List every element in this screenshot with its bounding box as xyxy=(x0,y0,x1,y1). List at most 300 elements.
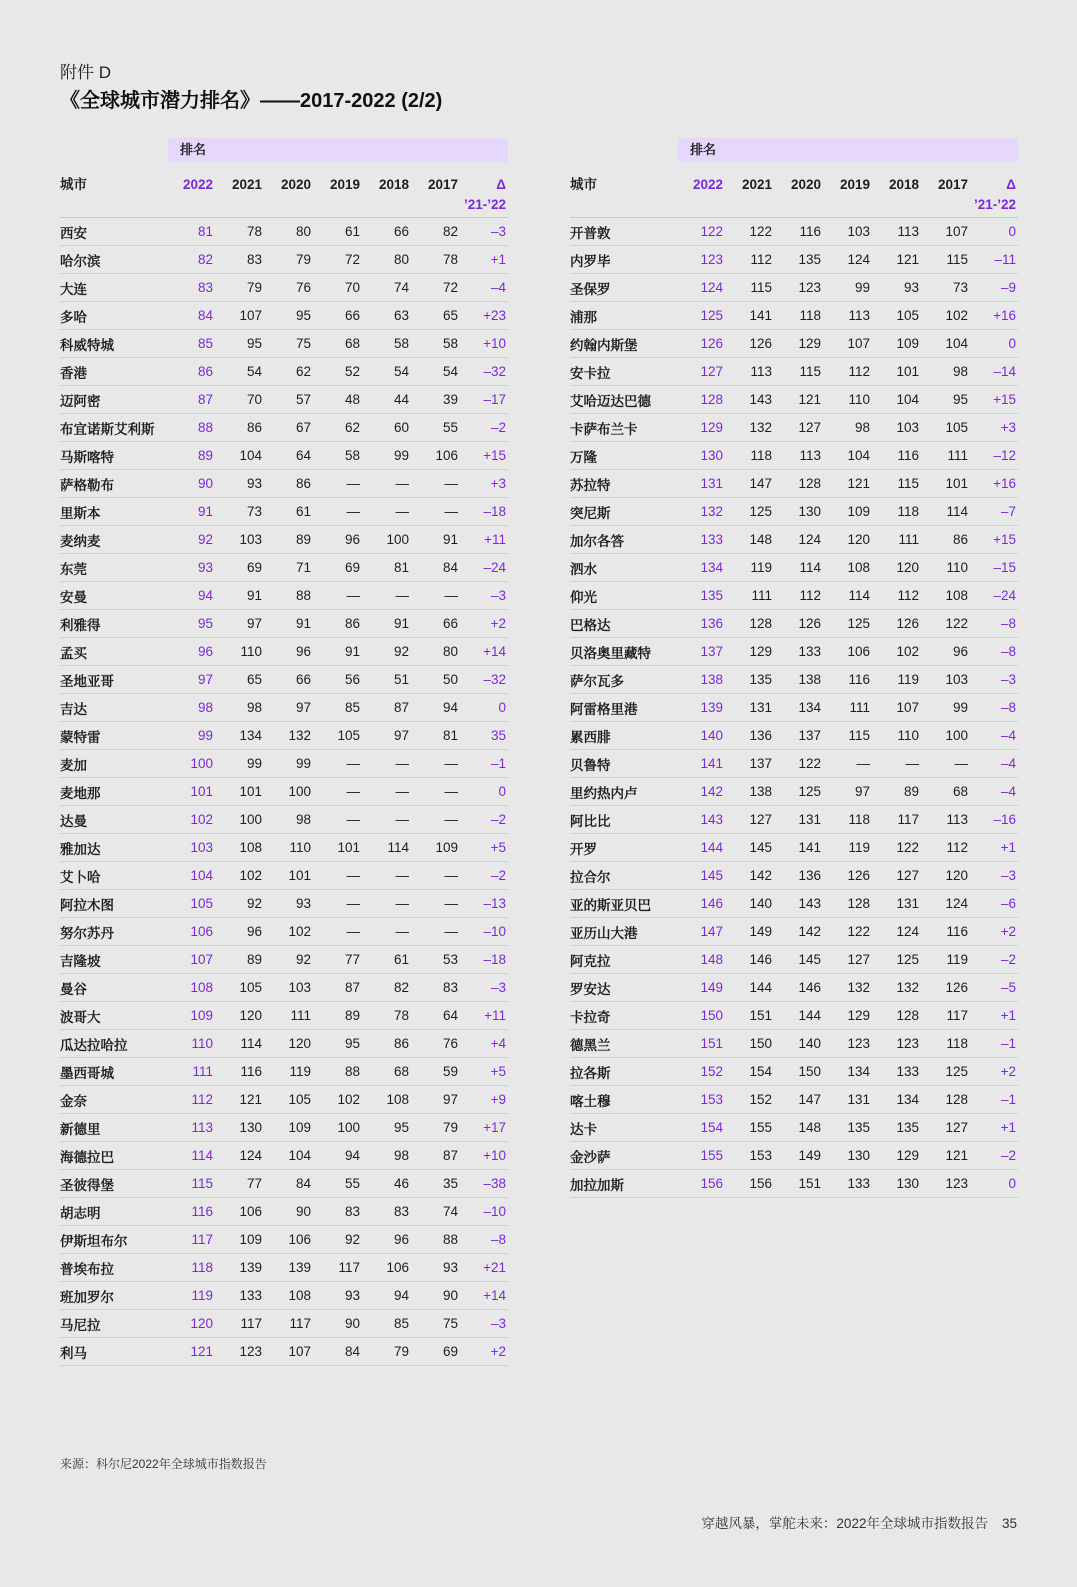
rank-2019-cell: 104 xyxy=(847,448,870,463)
rank-2017-cell: 82 xyxy=(442,224,458,239)
city-cell: 开罗 xyxy=(570,841,597,857)
rank-2018-cell: — xyxy=(395,588,409,603)
rank-2022-cell: 102 xyxy=(190,812,213,827)
delta-cell: –2 xyxy=(1000,952,1016,967)
city-cell: 浦那 xyxy=(570,309,597,325)
rank-2018-cell: 93 xyxy=(903,280,919,295)
city-cell: 雅加达 xyxy=(60,841,101,857)
city-cell: 麦地那 xyxy=(60,785,101,801)
delta-cell: –10 xyxy=(483,924,506,939)
city-cell: 卡拉奇 xyxy=(570,1009,611,1025)
page-footer xyxy=(687,1512,1017,1532)
city-cell: 吉隆坡 xyxy=(60,953,101,969)
rank-2022-cell: 149 xyxy=(700,980,723,995)
rank-2022-cell: 109 xyxy=(190,1008,213,1023)
table-row xyxy=(60,1198,508,1226)
city-cell: 贝洛奥里藏特 xyxy=(570,645,651,661)
rank-2021-cell: 153 xyxy=(749,1148,772,1163)
rank-2021-cell: 114 xyxy=(240,1036,262,1051)
rank-2019-cell: 124 xyxy=(847,252,870,267)
city-cell: 努尔苏丹 xyxy=(60,925,114,941)
city-cell: 新德里 xyxy=(60,1121,101,1137)
table-row xyxy=(60,246,508,274)
rank-2022-cell: 141 xyxy=(700,756,723,771)
rank-2021-cell: 100 xyxy=(239,812,262,827)
rank-2021-cell: 149 xyxy=(749,924,772,939)
rank-2020-cell: 146 xyxy=(798,980,821,995)
delta-cell: +15 xyxy=(993,392,1016,407)
rank-2017-cell: 117 xyxy=(946,1008,968,1023)
delta-cell: +11 xyxy=(484,532,506,547)
rank-2019-cell: — xyxy=(856,756,870,771)
rank-2020-cell: 145 xyxy=(798,952,821,967)
rank-2017-cell: — xyxy=(444,868,458,883)
rank-2020-cell: 125 xyxy=(798,784,821,799)
rank-2020-cell: 90 xyxy=(295,1204,311,1219)
table-row xyxy=(60,1142,508,1170)
rank-2020-cell: 110 xyxy=(289,840,311,855)
rank-2022-cell: 130 xyxy=(700,448,723,463)
rank-2017-cell: 100 xyxy=(945,728,968,743)
rank-2019-cell: 99 xyxy=(854,280,870,295)
rank-2017-cell: 118 xyxy=(946,1036,968,1051)
rank-2020-cell: 97 xyxy=(295,700,311,715)
rank-2017-cell: 86 xyxy=(952,532,968,547)
rank-2020-cell: 96 xyxy=(295,644,311,659)
rank-2020-cell: 140 xyxy=(798,1036,821,1051)
city-cell: 波哥大 xyxy=(60,1009,101,1025)
rank-2021-cell: 145 xyxy=(749,840,772,855)
delta-cell: –8 xyxy=(490,1232,506,1247)
rank-2018-cell: 122 xyxy=(896,840,919,855)
rank-2019-cell: 68 xyxy=(344,336,360,351)
rank-2018-cell: 104 xyxy=(896,392,919,407)
table-row xyxy=(60,414,508,442)
rank-2021-cell: 155 xyxy=(749,1120,772,1135)
rank-2017-cell: 79 xyxy=(442,1120,458,1135)
rank-2021-cell: 130 xyxy=(239,1120,262,1135)
rank-2019-cell: — xyxy=(346,784,360,799)
rank-2017-cell: 75 xyxy=(442,1316,458,1331)
rank-2021-cell: 136 xyxy=(749,728,772,743)
delta-cell: –16 xyxy=(993,812,1016,827)
rank-2017-cell: 50 xyxy=(442,672,458,687)
delta-cell: 0 xyxy=(1008,336,1016,351)
rank-2018-cell: 135 xyxy=(896,1120,919,1135)
rank-2019-cell: 112 xyxy=(848,364,870,379)
rank-2021-cell: 69 xyxy=(246,560,262,575)
rank-2021-cell: 73 xyxy=(246,504,262,519)
table-row xyxy=(570,554,1018,582)
rank-2018-cell: 66 xyxy=(393,224,409,239)
rank-2018-cell: 130 xyxy=(896,1176,919,1191)
rank-2022-cell: 88 xyxy=(197,420,213,435)
table-row xyxy=(60,1254,508,1282)
rank-2020-cell: 143 xyxy=(798,896,821,911)
rank-2019-cell: 131 xyxy=(847,1092,870,1107)
rank-2021-cell: 148 xyxy=(749,532,772,547)
delta-cell: –3 xyxy=(490,1316,506,1331)
delta-cell: +10 xyxy=(483,336,506,351)
delta-cell: –1 xyxy=(1000,1036,1016,1051)
table-row xyxy=(570,218,1018,246)
rank-2020-cell: 103 xyxy=(288,980,311,995)
delta-cell: –5 xyxy=(1000,980,1016,995)
rank-2019-cell: 56 xyxy=(344,672,360,687)
rank-2019-cell: 86 xyxy=(344,616,360,631)
rank-2018-cell: 126 xyxy=(896,616,919,631)
table-row xyxy=(60,610,508,638)
page-number: 35 xyxy=(1001,1516,1017,1531)
city-cell: 安卡拉 xyxy=(570,365,611,381)
rank-2022-cell: 127 xyxy=(700,364,723,379)
delta-cell: –17 xyxy=(483,392,506,407)
rank-2017-cell: 98 xyxy=(952,364,968,379)
rank-2022-cell: 98 xyxy=(197,700,213,715)
delta-cell: 0 xyxy=(1008,1176,1016,1191)
table-row xyxy=(60,722,508,750)
rank-2018-cell: 125 xyxy=(896,952,919,967)
rank-2017-cell: 39 xyxy=(442,392,458,407)
city-cell: 加拉加斯 xyxy=(570,1177,624,1193)
delta-cell: –4 xyxy=(490,280,506,295)
rank-2019-cell: 128 xyxy=(847,896,870,911)
rank-2021-cell: 119 xyxy=(750,560,772,575)
delta-cell: +5 xyxy=(490,840,506,855)
rank-2019-cell: 114 xyxy=(848,588,870,603)
rank-2020-cell: 57 xyxy=(295,392,311,407)
delta-cell: –3 xyxy=(490,588,506,603)
rank-2022-cell: 104 xyxy=(190,868,213,883)
rank-2019-cell: 116 xyxy=(848,672,870,687)
rank-2022-cell: 126 xyxy=(700,336,723,351)
rank-2021-cell: 65 xyxy=(246,672,262,687)
rank-2017-cell: 35 xyxy=(442,1176,458,1191)
city-cell: 突尼斯 xyxy=(570,505,611,521)
rank-2018-cell: 100 xyxy=(386,532,409,547)
delta-cell: –2 xyxy=(490,420,506,435)
rank-2019-cell: 94 xyxy=(344,1148,360,1163)
rank-2017-cell: 90 xyxy=(442,1288,458,1303)
rank-2022-cell: 148 xyxy=(700,952,723,967)
table-row xyxy=(570,806,1018,834)
rank-2019-cell: 110 xyxy=(848,392,870,407)
delta-cell: –1 xyxy=(1000,1092,1016,1107)
city-cell: 圣保罗 xyxy=(570,281,611,297)
rank-2020-cell: 102 xyxy=(288,924,311,939)
rank-2018-cell: 80 xyxy=(393,252,409,267)
rank-2017-cell: 121 xyxy=(945,1148,968,1163)
rank-2022-cell: 100 xyxy=(190,756,213,771)
rank-2019-cell: 105 xyxy=(337,728,360,743)
rank-2022-cell: 108 xyxy=(190,980,213,995)
rank-2018-cell: 95 xyxy=(393,1120,409,1135)
rank-2020-cell: 150 xyxy=(798,1064,821,1079)
rank-2022-cell: 128 xyxy=(700,392,723,407)
rank-2021-cell: 106 xyxy=(239,1204,262,1219)
rank-2021-cell: 92 xyxy=(246,896,262,911)
rank-2019-cell: 123 xyxy=(847,1036,870,1051)
rank-2020-cell: 71 xyxy=(295,560,311,575)
rank-2021-cell: 152 xyxy=(749,1092,772,1107)
rank-2021-cell: 79 xyxy=(246,280,262,295)
rank-2021-cell: 118 xyxy=(750,448,772,463)
rank-2018-cell: — xyxy=(395,924,409,939)
rank-2020-cell: 104 xyxy=(288,1148,311,1163)
rank-2020-cell: 149 xyxy=(798,1148,821,1163)
rank-2018-cell: 123 xyxy=(896,1036,919,1051)
rank-2017-cell: 78 xyxy=(442,252,458,267)
rank-2018-cell: 120 xyxy=(896,560,919,575)
rank-2017-cell: 120 xyxy=(945,868,968,883)
delta-cell: +2 xyxy=(1000,1064,1016,1079)
rank-2017-cell: 127 xyxy=(945,1120,968,1135)
rank-2019-cell: 58 xyxy=(344,448,360,463)
city-cell: 约翰内斯堡 xyxy=(570,337,638,353)
rank-2018-cell: — xyxy=(395,896,409,911)
rank-2022-cell: 110 xyxy=(191,1036,213,1051)
table-row xyxy=(570,1114,1018,1142)
rank-2019-cell: 118 xyxy=(848,812,870,827)
delta-cell: +9 xyxy=(490,1092,506,1107)
rank-2019-cell: 130 xyxy=(847,1148,870,1163)
rank-2017-cell: 91 xyxy=(442,532,458,547)
city-cell: 墨西哥城 xyxy=(60,1065,114,1081)
table-row xyxy=(570,414,1018,442)
city-cell: 圣地亚哥 xyxy=(60,673,114,689)
rank-2019-cell: 77 xyxy=(344,952,360,967)
rank-2020-cell: 124 xyxy=(798,532,821,547)
delta-cell: –3 xyxy=(1000,868,1016,883)
rank-2022-cell: 113 xyxy=(191,1120,213,1135)
rank-2020-cell: 116 xyxy=(799,224,821,239)
rank-2021-cell: 116 xyxy=(240,1064,262,1079)
rank-2017-cell: — xyxy=(444,504,458,519)
rank-2017-cell: 119 xyxy=(946,952,968,967)
table-row xyxy=(570,778,1018,806)
table-row xyxy=(60,1226,508,1254)
rank-2020-cell: 126 xyxy=(798,616,821,631)
rank-2021-cell: 140 xyxy=(749,896,772,911)
rank-2019-cell: 70 xyxy=(344,280,360,295)
delta-cell: –14 xyxy=(993,364,1016,379)
rank-2019-cell: — xyxy=(346,756,360,771)
rank-2020-cell: 112 xyxy=(799,588,821,603)
rank-2019-cell: 91 xyxy=(344,644,360,659)
rank-2019-cell: 85 xyxy=(344,700,360,715)
rank-2019-cell: — xyxy=(346,588,360,603)
rank-2017-cell: 110 xyxy=(946,560,968,575)
rank-2019-cell: 83 xyxy=(344,1204,360,1219)
rank-2021-cell: 143 xyxy=(749,392,772,407)
col-2020: 2020 xyxy=(790,177,821,192)
rank-2017-cell: 95 xyxy=(952,392,968,407)
col-2019: 2019 xyxy=(329,177,360,192)
rank-2017-cell: 65 xyxy=(442,308,458,323)
rank-2017-cell: 111 xyxy=(947,448,968,463)
rank-2017-cell: 54 xyxy=(442,364,458,379)
rank-2020-cell: 101 xyxy=(288,868,311,883)
table-row xyxy=(570,1142,1018,1170)
rank-2019-cell: 132 xyxy=(847,980,870,995)
rank-2022-cell: 84 xyxy=(197,308,213,323)
table-header xyxy=(570,175,1018,218)
rank-2017-cell: 94 xyxy=(442,700,458,715)
city-cell: 胡志明 xyxy=(60,1205,101,1221)
rank-2017-cell: 72 xyxy=(442,280,458,295)
rank-2021-cell: 117 xyxy=(240,1316,262,1331)
rank-2020-cell: 79 xyxy=(295,252,311,267)
table-row xyxy=(60,806,508,834)
rank-2021-cell: 95 xyxy=(246,336,262,351)
rank-2019-cell: 62 xyxy=(344,420,360,435)
rank-2017-cell: 125 xyxy=(945,1064,968,1079)
rank-2020-cell: 147 xyxy=(798,1092,821,1107)
rank-2021-cell: 96 xyxy=(246,924,262,939)
delta-cell: –11 xyxy=(994,252,1016,267)
rank-2019-cell: 108 xyxy=(847,560,870,575)
rank-2017-cell: 96 xyxy=(952,644,968,659)
city-cell: 罗安达 xyxy=(570,981,611,997)
rank-2022-cell: 118 xyxy=(191,1260,213,1275)
col-2021: 2021 xyxy=(231,177,262,192)
rank-2018-cell: 54 xyxy=(393,364,409,379)
table-header xyxy=(60,175,508,218)
rank-2017-cell: 115 xyxy=(946,252,968,267)
table-row xyxy=(60,918,508,946)
rank-2018-cell: 92 xyxy=(393,644,409,659)
rank-2017-cell: 99 xyxy=(952,700,968,715)
delta-cell: –2 xyxy=(490,868,506,883)
rank-2021-cell: 122 xyxy=(749,224,772,239)
rank-2021-cell: 115 xyxy=(750,280,772,295)
rank-2021-cell: 111 xyxy=(751,588,772,603)
rank-2021-cell: 146 xyxy=(749,952,772,967)
delta-cell: –15 xyxy=(993,560,1016,575)
city-cell: 布宜诺斯艾利斯 xyxy=(60,421,155,437)
table-row xyxy=(60,498,508,526)
table-row xyxy=(60,358,508,386)
rank-2019-cell: 90 xyxy=(344,1316,360,1331)
rank-2019-cell: 89 xyxy=(344,1008,360,1023)
rank-2018-cell: 74 xyxy=(393,280,409,295)
rank-2021-cell: 110 xyxy=(240,644,262,659)
city-cell: 科威特城 xyxy=(60,337,114,353)
rank-2017-cell: 93 xyxy=(442,1260,458,1275)
city-cell: 达卡 xyxy=(570,1121,597,1137)
rank-2018-cell: 127 xyxy=(896,868,919,883)
rank-2022-cell: 90 xyxy=(197,476,213,491)
rank-2018-cell: — xyxy=(395,756,409,771)
rank-2019-cell: 48 xyxy=(344,392,360,407)
rank-2021-cell: 78 xyxy=(246,224,262,239)
rank-2020-cell: 118 xyxy=(799,308,821,323)
table-row xyxy=(570,498,1018,526)
rank-2017-cell: — xyxy=(444,756,458,771)
rank-2021-cell: 129 xyxy=(749,644,772,659)
rank-2018-cell: 124 xyxy=(896,924,919,939)
city-cell: 香港 xyxy=(60,365,87,381)
rank-2018-cell: 118 xyxy=(897,504,919,519)
rank-2017-cell: 88 xyxy=(442,1232,458,1247)
rank-2019-cell: 52 xyxy=(344,364,360,379)
rank-2019-cell: 107 xyxy=(847,336,870,351)
rank-2020-cell: 99 xyxy=(295,756,311,771)
rank-2020-cell: 151 xyxy=(798,1176,821,1191)
rank-2018-cell: 110 xyxy=(897,728,919,743)
rank-2017-cell: 112 xyxy=(946,840,968,855)
rank-2017-cell: — xyxy=(444,784,458,799)
table-row xyxy=(60,1170,508,1198)
table-row xyxy=(570,1170,1018,1198)
city-cell: 金沙萨 xyxy=(570,1149,611,1165)
city-cell: 麦纳麦 xyxy=(60,533,101,549)
table-row xyxy=(60,862,508,890)
table-row xyxy=(60,302,508,330)
rank-2022-cell: 112 xyxy=(191,1092,213,1107)
table-row xyxy=(60,974,508,1002)
table-row xyxy=(60,442,508,470)
delta-cell: +11 xyxy=(484,1008,506,1023)
city-cell: 多哈 xyxy=(60,309,87,325)
delta-cell: +1 xyxy=(1000,840,1016,855)
rank-2022-cell: 146 xyxy=(700,896,723,911)
rank-2017-cell: — xyxy=(444,896,458,911)
rank-2019-cell: 109 xyxy=(847,504,870,519)
rank-2022-cell: 106 xyxy=(190,924,213,939)
rank-2022-cell: 82 xyxy=(197,252,213,267)
rank-2021-cell: 144 xyxy=(749,980,772,995)
rank-2021-cell: 123 xyxy=(239,1344,262,1359)
rank-2022-cell: 142 xyxy=(700,784,723,799)
rank-2017-cell: 73 xyxy=(952,280,968,295)
delta-cell: +21 xyxy=(483,1260,506,1275)
rank-2019-cell: 115 xyxy=(848,728,870,743)
city-cell: 迈阿密 xyxy=(60,393,101,409)
city-cell: 萨尔瓦多 xyxy=(570,673,624,689)
city-cell: 阿比比 xyxy=(570,813,611,829)
rank-2018-cell: 44 xyxy=(393,392,409,407)
rank-2022-cell: 138 xyxy=(700,672,723,687)
city-cell: 内罗毕 xyxy=(570,253,611,269)
table-row xyxy=(60,1310,508,1338)
rank-2020-cell: 142 xyxy=(798,924,821,939)
rank-2017-cell: 107 xyxy=(945,224,968,239)
rank-2019-cell: 72 xyxy=(344,252,360,267)
city-cell: 西安 xyxy=(60,225,87,241)
table-row xyxy=(60,526,508,554)
rank-2022-cell: 93 xyxy=(197,560,213,575)
rank-2021-cell: 138 xyxy=(749,784,772,799)
rank-2018-cell: 116 xyxy=(897,448,919,463)
rank-2019-cell: 95 xyxy=(344,1036,360,1051)
rank-2018-cell: 129 xyxy=(896,1148,919,1163)
rank-2018-cell: 112 xyxy=(897,588,919,603)
rank-2017-cell: 104 xyxy=(945,336,968,351)
rank-2022-cell: 86 xyxy=(197,364,213,379)
rank-2017-cell: 69 xyxy=(442,1344,458,1359)
table-row xyxy=(60,946,508,974)
rank-2022-cell: 114 xyxy=(191,1148,213,1163)
rank-2017-cell: 126 xyxy=(945,980,968,995)
rank-2022-cell: 83 xyxy=(197,280,213,295)
rank-2017-cell: 101 xyxy=(945,476,968,491)
rank-2020-cell: 133 xyxy=(798,644,821,659)
col-delta: Δ ’21-’22 xyxy=(463,177,506,212)
rank-2020-cell: 66 xyxy=(295,672,311,687)
rank-2017-cell: 55 xyxy=(442,420,458,435)
table-row xyxy=(60,218,508,246)
